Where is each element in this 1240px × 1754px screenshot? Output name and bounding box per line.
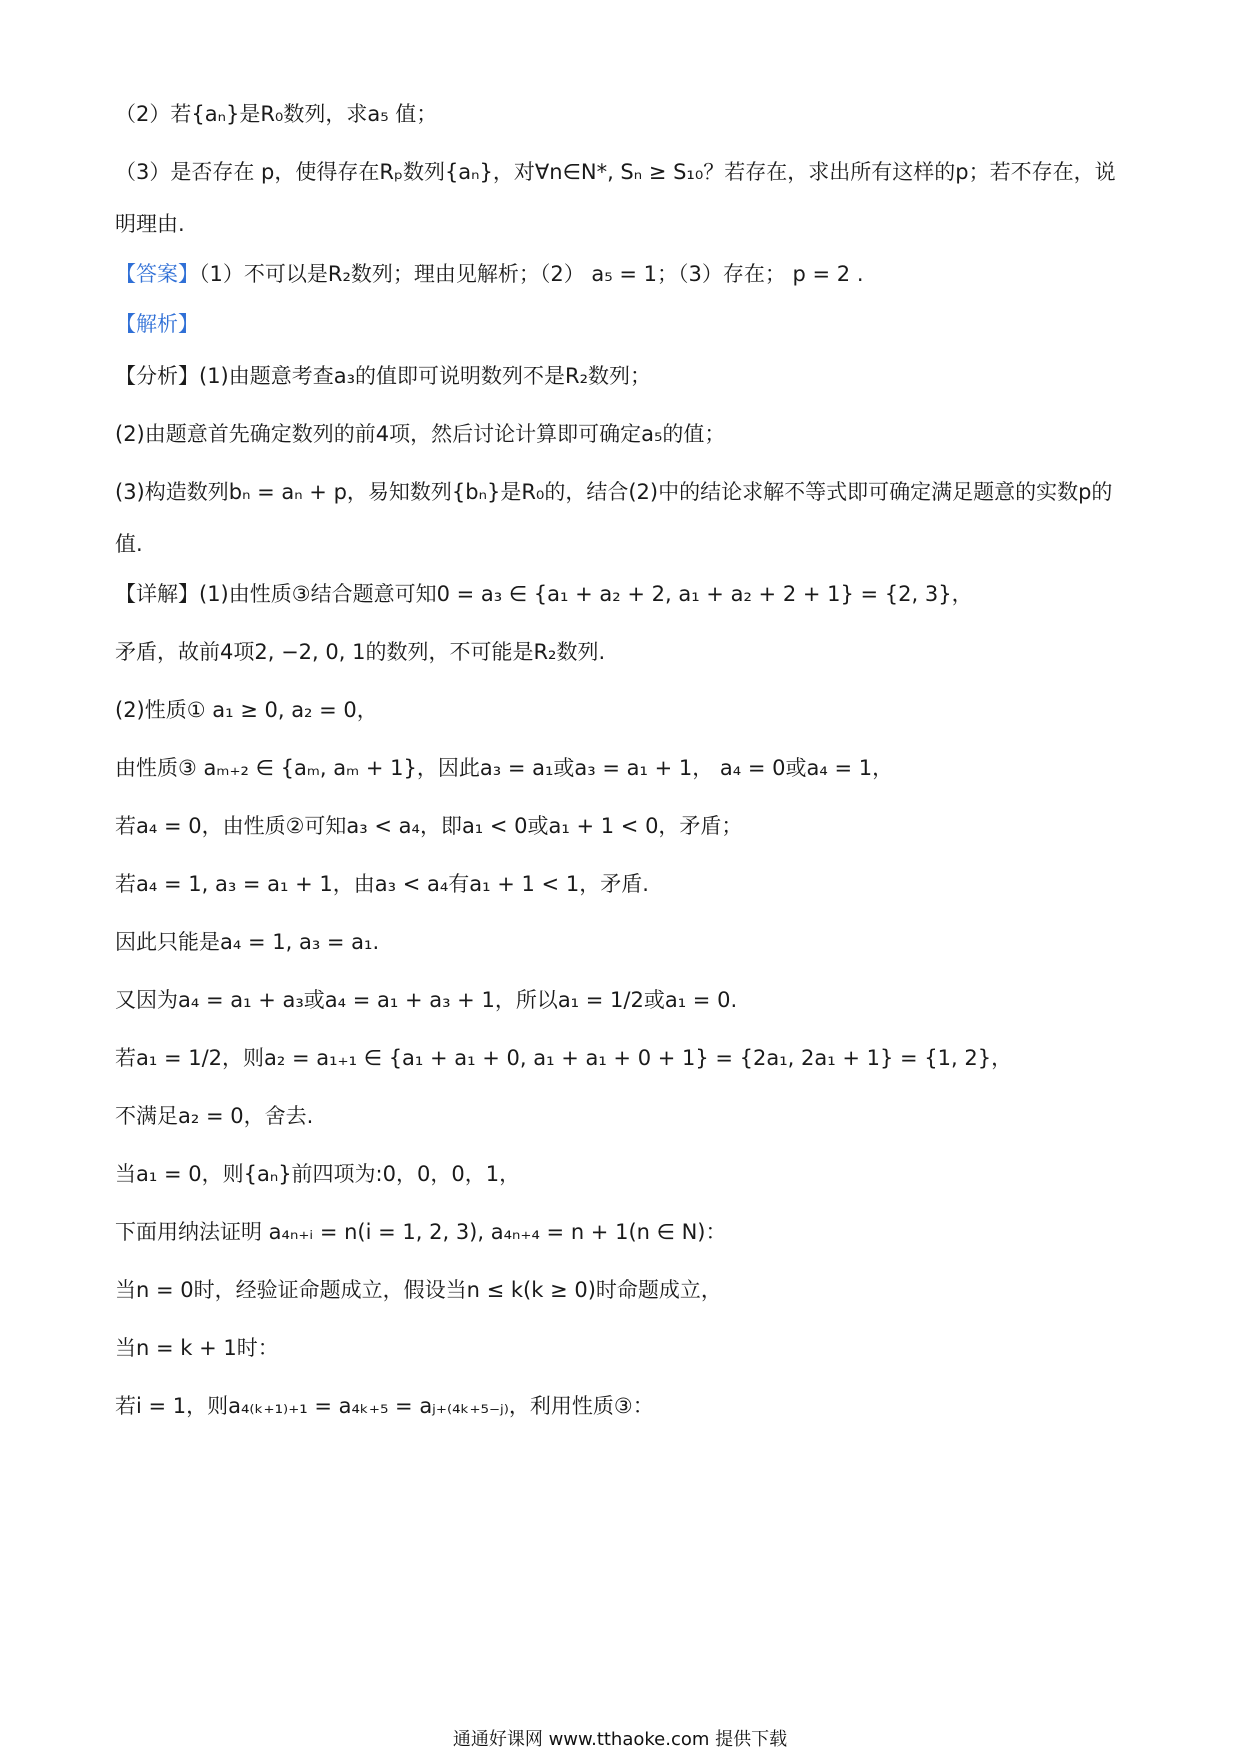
answer-tag: 【答案】 (115, 262, 199, 286)
detail-3: (2)性质① a₁ ≥ 0, a₂ = 0， (115, 698, 378, 722)
detail-1: 【详解】(1)由性质③结合题意可知0 = a₃ ∈ {a₁ + a₂ + 2, a₁ + a₂ + 2 + 1} = {2, 3}， (115, 582, 973, 606)
detail-11: 当a₁ = 0，则{aₙ}前四项为:0，0，0，1， (115, 1162, 521, 1186)
detail-12: 下面用纳法证明 a₄ₙ₊ᵢ = n(i = 1, 2, 3), a₄ₙ₊₄ = n + 1(n ∈ N)： (115, 1220, 727, 1244)
question-part-2: （2）若{aₙ}是R₀数列，求a₅ 值； (115, 102, 438, 126)
analysis-1: 【分析】(1)由题意考查a₃的值即可说明数列不是R₂数列； (115, 364, 652, 388)
detail-7: 因此只能是a₄ = 1, a₃ = a₁. (115, 930, 380, 954)
detail-10: 不满足a₂ = 0，舍去. (115, 1104, 314, 1128)
detail-4: 由性质③ aₘ₊₂ ∈ {aₘ, aₘ + 1}，因此a₃ = a₁或a₃ = a₁ + 1， a₄ = 0或a₄ = 1， (115, 756, 894, 780)
question-part-3: （3）是否存在 p，使得存在Rₚ数列{aₙ}，对∀n∈N*, Sₙ ≥ S₁₀？若存在，求出所有这样的p；若不存在，说 (115, 160, 1116, 184)
detail-2: 矛盾，故前4项2, −2, 0, 1的数列，不可能是R₂数列. (115, 640, 606, 664)
footer-watermark: 通通好课网 www.tthaoke.com 提供下载 (452, 1729, 788, 1750)
question-part-3-cont: 明理由. (115, 212, 185, 236)
detail-9: 若a₁ = 1/2，则a₂ = a₁₊₁ ∈ {a₁ + a₁ + 0, a₁ + a₁ + 0 + 1} = {2a₁, 2a₁ + 1} = {1, 2}， (115, 1046, 1013, 1070)
detail-5: 若a₄ = 0，由性质②可知a₃ < a₄，即a₁ < 0或a₁ + 1 < 0，矛盾； (115, 814, 743, 838)
analysis-3-cont: 值. (115, 532, 143, 556)
detail-15: 若i = 1，则a₄₍ₖ₊₁₎₊₁ = a₄ₖ₊₅ = aⱼ₊₍₄ₖ₊₅₋ⱼ₎，利用性质③： (115, 1394, 654, 1418)
analysis-tag: 【解析】 (115, 312, 199, 336)
answer-line: 【答案】（1）不可以是R₂数列；理由见解析；（2） a₅ = 1；（3）存在； p = 2 . (115, 262, 864, 286)
detail-6: 若a₄ = 1, a₃ = a₁ + 1，由a₃ < a₄有a₁ + 1 < 1，矛盾. (115, 872, 649, 896)
detail-8: 又因为a₄ = a₁ + a₃或a₄ = a₁ + a₃ + 1，所以a₁ = 1/2或a₁ = 0. (115, 988, 738, 1012)
detail-13: 当n = 0时，经验证命题成立，假设当n ≤ k(k ≥ 0)时命题成立， (115, 1278, 722, 1302)
analysis-3: (3)构造数列bₙ = aₙ + p，易知数列{bₙ}是R₀的，结合(2)中的结论求解不等式即可确定满足题意的实数p的 (115, 480, 1113, 504)
detail-14: 当n = k + 1时： (115, 1336, 279, 1360)
analysis-2: (2)由题意首先确定数列的前4项，然后讨论计算即可确定a₅的值； (115, 422, 726, 446)
analysis-header (115, 308, 1130, 340)
